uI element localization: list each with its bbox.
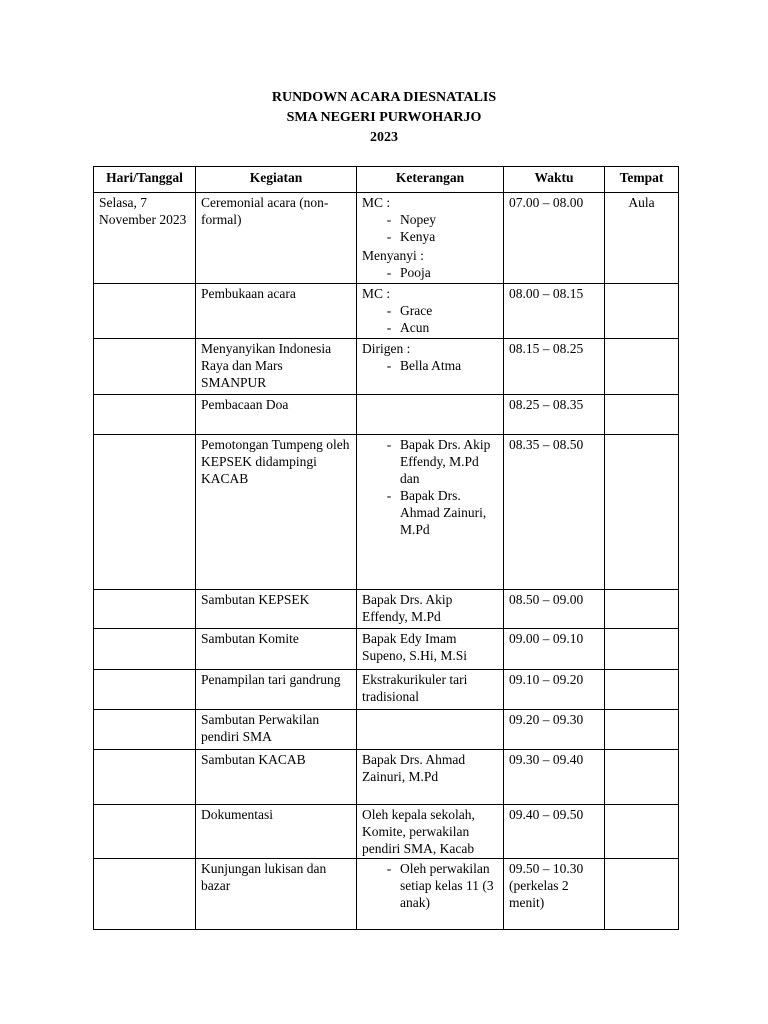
kegiatan-cell: Pemotongan Tumpeng oleh KEPSEK didampingi KACAB [196, 435, 357, 590]
list-item: - Bapak Drs. Ahmad Zainuri, M.Pd [386, 488, 487, 537]
kegiatan-cell: Sambutan Komite [196, 629, 357, 670]
keterangan-cell-empty [357, 395, 504, 435]
waktu-range: 09.50 – 10.30 [509, 861, 584, 876]
keterangan-cell-empty [357, 710, 504, 750]
sing-label: Menyanyi : [362, 248, 424, 263]
waktu-cell: 08.25 – 08.35 [504, 395, 605, 435]
date-cell-empty [94, 339, 196, 395]
keterangan-cell: Bapak Drs. Akip Effendy, M.Pd [357, 590, 504, 629]
tempat-cell-empty [605, 670, 679, 710]
list-item: - Bella Atma [386, 358, 462, 373]
tempat-cell-empty [605, 805, 679, 859]
table-row [94, 590, 679, 629]
date-cell-empty [94, 395, 196, 435]
date-cell-empty [94, 590, 196, 629]
waktu-cell: 08.50 – 09.00 [504, 590, 605, 629]
waktu-cell: 07.00 – 08.00 [504, 193, 605, 284]
table-row [94, 750, 679, 805]
list-item: - Pooja [386, 265, 431, 280]
document-title [0, 88, 768, 148]
tempat-cell-empty [605, 750, 679, 805]
title-line-2: SMA NEGERI PURWOHARJO [286, 110, 482, 125]
waktu-cell [504, 859, 605, 930]
mc-label: MC : [362, 195, 391, 210]
list-item: - Acun [386, 320, 430, 335]
keterangan-cell [357, 193, 504, 284]
list-item: - Oleh perwakilan setiap kelas 11 (3 anak) [386, 861, 494, 910]
table-row [94, 629, 679, 670]
keterangan-cell: Bapak Drs. Ahmad Zainuri, M.Pd [357, 750, 504, 805]
keterangan-cell [357, 339, 504, 395]
tempat-cell-empty [605, 339, 679, 395]
table-row [94, 435, 679, 590]
table-row [94, 339, 679, 395]
list-item: - Bapak Drs. Akip Effendy, M.Pd dan [386, 437, 491, 486]
waktu-cell: 08.35 – 08.50 [504, 435, 605, 590]
waktu-cell: 09.10 – 09.20 [504, 670, 605, 710]
header-kegiatan: Kegiatan [196, 167, 357, 193]
list-item: - Kenya [386, 229, 436, 244]
kegiatan-cell: Menyanyikan Indonesia Raya dan Mars SMANPUR [196, 339, 357, 395]
waktu-cell: 09.30 – 09.40 [504, 750, 605, 805]
kegiatan-cell: Pembukaan acara [196, 284, 357, 339]
table-row [94, 193, 679, 284]
kegiatan-cell: Penampilan tari gandrung [196, 670, 357, 710]
kegiatan-cell: Ceremonial acara (non-formal) [196, 193, 357, 284]
waktu-cell: 08.15 – 08.25 [504, 339, 605, 395]
kegiatan-cell: Sambutan Perwakilan pendiri SMA [196, 710, 357, 750]
rundown-table [93, 166, 679, 930]
header-keterangan: Keterangan [357, 167, 504, 193]
date-cell-empty [94, 435, 196, 590]
date-cell-empty [94, 670, 196, 710]
tempat-cell-empty [605, 710, 679, 750]
tempat-cell-empty [605, 284, 679, 339]
date-cell-empty [94, 859, 196, 930]
date-cell-empty [94, 284, 196, 339]
tempat-cell-empty [605, 859, 679, 930]
table-row [94, 805, 679, 859]
table-row [94, 284, 679, 339]
table-row [94, 710, 679, 750]
tempat-cell-empty [605, 395, 679, 435]
tempat-cell-empty [605, 590, 679, 629]
waktu-cell: 08.00 – 08.15 [504, 284, 605, 339]
keterangan-cell: Oleh kepala sekolah, Komite, perwakilan pendiri SMA, Kacab [357, 805, 504, 859]
table-row [94, 670, 679, 710]
table-row [94, 859, 679, 930]
table-row [94, 395, 679, 435]
list-item: - Nopey [386, 212, 436, 227]
header-tempat: Tempat [605, 167, 679, 193]
tempat-cell: Aula [605, 193, 679, 284]
keterangan-cell [357, 435, 504, 590]
table-header-row [94, 167, 679, 193]
date-cell-empty [94, 629, 196, 670]
kegiatan-cell: Kunjungan lukisan dan bazar [196, 859, 357, 930]
title-line-1: RUNDOWN ACARA DIESNATALIS [271, 90, 497, 105]
date-cell-empty [94, 750, 196, 805]
keterangan-cell: Ekstrakurikuler tari tradisional [357, 670, 504, 710]
waktu-cell: 09.40 – 09.50 [504, 805, 605, 859]
kegiatan-cell: Sambutan KEPSEK [196, 590, 357, 629]
dirigen-label: Dirigen : [362, 341, 411, 356]
list-item: - Grace [386, 303, 433, 318]
keterangan-cell: Bapak Edy Imam Supeno, S.Hi, M.Si [357, 629, 504, 670]
waktu-cell: 09.20 – 09.30 [504, 710, 605, 750]
keterangan-cell [357, 284, 504, 339]
header-hari: Hari/Tanggal [94, 167, 196, 193]
header-waktu: Waktu [504, 167, 605, 193]
waktu-note: (perkelas 2 menit) [509, 878, 569, 910]
date-cell-empty [94, 805, 196, 859]
keterangan-cell [357, 859, 504, 930]
date-cell-empty [94, 710, 196, 750]
title-line-3: 2023 [370, 130, 398, 145]
tempat-cell-empty [605, 435, 679, 590]
waktu-cell: 09.00 – 09.10 [504, 629, 605, 670]
tempat-cell-empty [605, 629, 679, 670]
date-cell: Selasa, 7 November 2023 [94, 193, 196, 284]
kegiatan-cell: Dokumentasi [196, 805, 357, 859]
kegiatan-cell: Pembacaan Doa [196, 395, 357, 435]
kegiatan-cell: Sambutan KACAB [196, 750, 357, 805]
mc-label: MC : [362, 286, 391, 301]
